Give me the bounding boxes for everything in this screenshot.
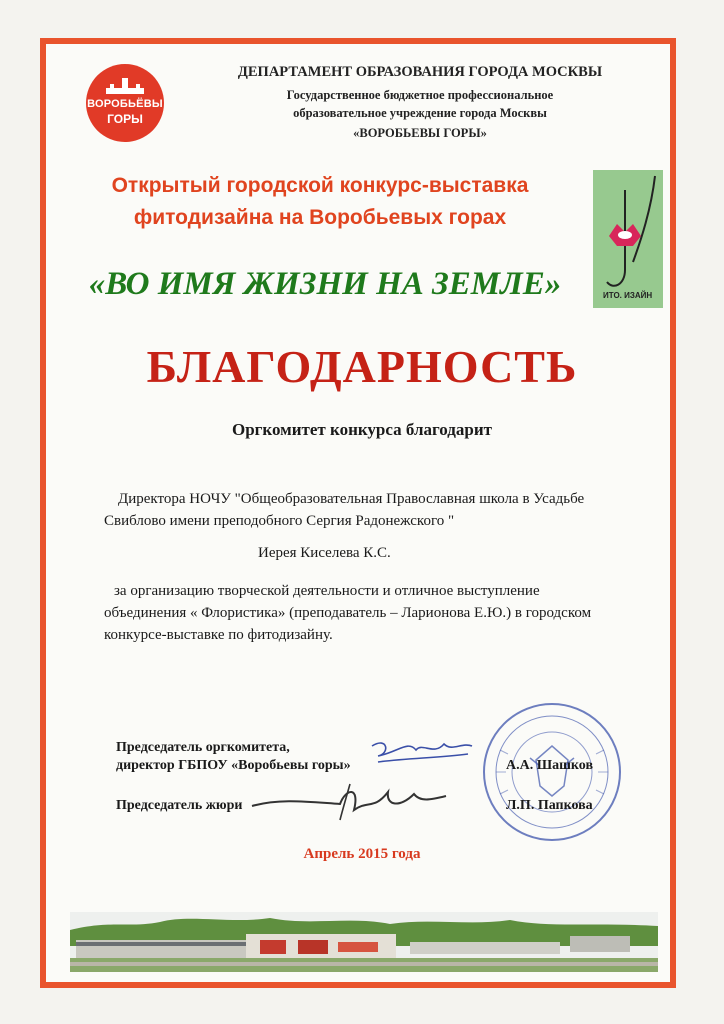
logo-text-line1: ВОРОБЬЁВЫ [87,98,163,110]
org-line1: Государственное бюджетное профессиональное [286,88,554,102]
reason-line1: за организацию творческой деятельности и отличное выступление [114,583,540,599]
chair-signature [368,732,478,772]
emblem-text: ИТО. ИЗАЙН [603,291,653,300]
contest-emblem [593,170,663,308]
jury-signature [250,780,450,824]
contest-title-line1: Открытый городской конкурс-выставка [111,174,529,197]
building-photo [70,912,658,972]
jury-title: Председатель жюри [116,798,243,813]
vorobyovy-gory-logo [86,64,164,142]
contest-title-line2: фитодизайна на Воробьевых горах [133,206,507,229]
org-name: «ВОРОБЬЕВЫ ГОРЫ» [353,126,487,140]
recipient-name: Иерея Киселева К.С. [258,545,391,561]
certificate-date: Апрель 2015 года [303,846,421,862]
org-line2: образовательное учреждение города Москвы [293,106,547,120]
chair-name: А.А. Шашков [506,758,594,773]
chair-title-line2: директор ГБПОУ «Воробьевы горы» [116,758,351,773]
reason-line2: объединения « Флористика» (преподаватель – Ларионова Е.Ю.) в городском [104,605,592,621]
building-icon [102,76,148,96]
contest-slogan: «ВО ИМЯ ЖИЗНИ НА ЗЕМЛЕ» [88,266,562,302]
jury-name: Л.П. Папкова [506,798,593,813]
recipient-line2: Свиблово имени преподобного Сергия Радонежского " [104,513,455,529]
logo-text-line2: ГОРЫ [107,112,143,126]
chair-title-line1: Председатель оргкомитета, [116,740,290,755]
department-name: ДЕПАРТАМЕНТ ОБРАЗОВАНИЯ ГОРОДА МОСКВЫ [237,64,603,80]
certificate-heading: БЛАГОДАРНОСТЬ [146,341,578,392]
recipient-line1: Директора НОЧУ "Общеобразовательная Православная школа в Усадьбе [118,491,585,507]
flower-emblem-icon [593,170,663,308]
reason-line3: конкурсе-выставке по фитодизайну. [104,627,333,643]
certificate-subheading: Оргкомитет конкурса благодарит [231,420,492,439]
